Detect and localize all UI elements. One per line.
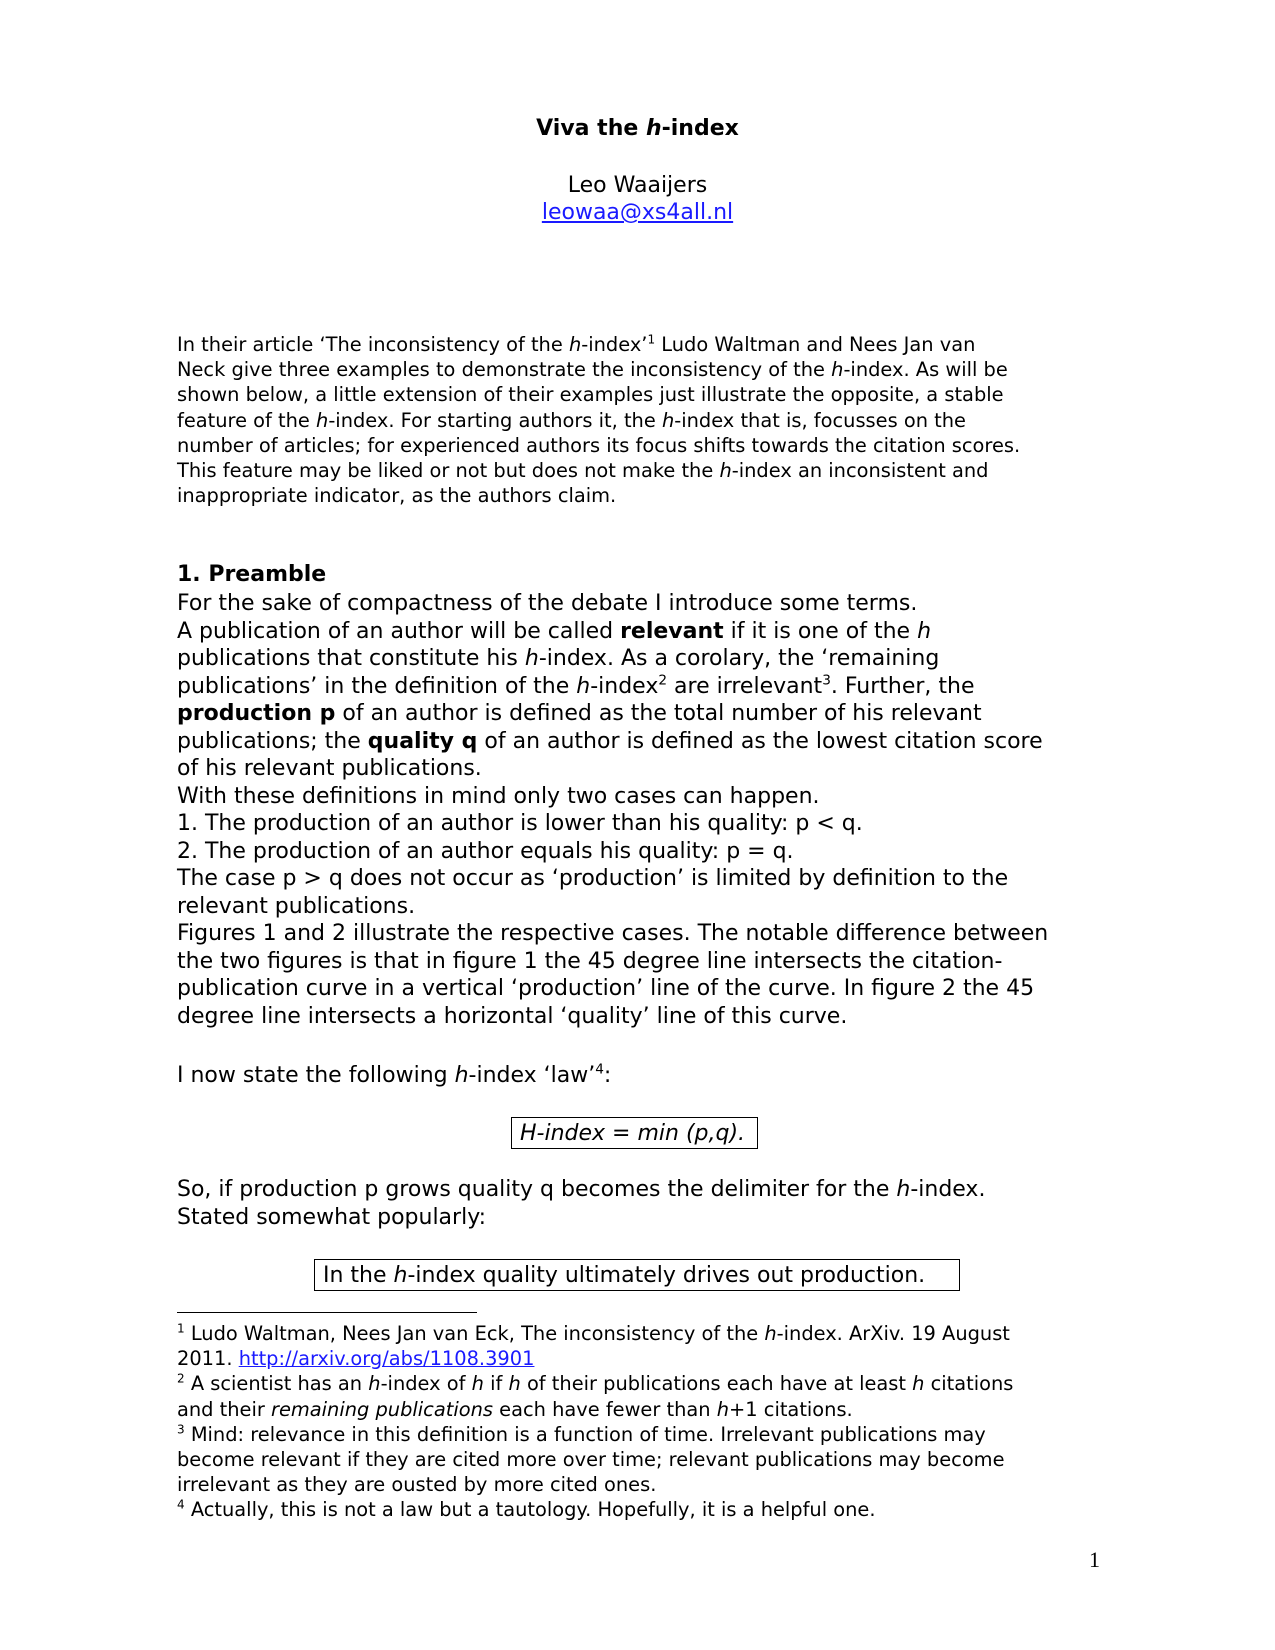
body-line: So, if production p grows quality q becomes the delimiter for the h-index. <box>177 1177 986 1202</box>
body-line: publication curve in a vertical ‘production’ line of the curve. In figure 2 the 45 <box>177 976 1035 1001</box>
title-text: Viva the <box>536 116 646 141</box>
body-line: publications that constitute his h-index. As a corolary, the ‘remaining <box>177 646 940 671</box>
abstract <box>177 332 1097 508</box>
after-law-text <box>177 1176 985 1231</box>
body-line: relevant publications. <box>177 893 416 919</box>
body-line: Stated somewhat popularly: <box>177 1204 487 1230</box>
footnote-ref-2: 2 <box>658 672 668 689</box>
abstract-line: feature of the h-index. For starting authors it, the h-index that is, focusses on the <box>177 408 966 432</box>
footnote-1-cont: 2011. http://arxiv.org/abs/1108.3901 <box>177 1347 535 1371</box>
body-line: publications’ in the definition of the h-index$^2$ are irrelevant$^3$. Further, the <box>177 672 975 699</box>
author-name: Leo Waaijers <box>567 173 708 198</box>
body-line: For the sake of compactness of the debate I introduce some terms. <box>177 591 918 616</box>
abstract-line: shown below, a little extension of their examples just illustrate the opposite, a stable <box>177 383 1004 407</box>
body-line: 2. The production of an author equals his quality: p = q. <box>177 838 794 864</box>
arxiv-link[interactable]: http://arxiv.org/abs/1108.3901 <box>238 1347 535 1371</box>
conclusion-box: In the h-index quality ultimately drives out production. <box>314 1259 960 1291</box>
abstract-line: inappropriate indicator, as the authors claim. <box>177 484 617 508</box>
body-line: production p of an author is defined as the total number of his relevant <box>177 701 982 726</box>
formula-box: H-index = min (p,q). <box>511 1117 758 1149</box>
footnote-divider <box>177 1312 477 1313</box>
law-statement: I now state the following h-index ‘law’$^4$: <box>177 1061 612 1088</box>
body-line: degree line intersects a horizontal ‘quality’ line of this curve. <box>177 1003 848 1029</box>
author-email-line <box>0 200 1275 225</box>
footnote-3-cont: irrelevant as they are ousted by more cited ones. <box>177 1473 657 1497</box>
footnote-3-cont: become relevant if they are cited more over time; relevant publications may become <box>177 1448 1005 1472</box>
section-heading-preamble: 1. Preamble <box>177 562 327 587</box>
abstract-line: number of articles; for experienced authors its focus shifts towards the citation scores. <box>177 433 1021 457</box>
body-line: Figures 1 and 2 illustrate the respective cases. The notable difference between <box>177 921 1049 946</box>
body-line: A publication of an author will be called relevant if it is one of the h <box>177 618 932 644</box>
title-text-suffix: -index <box>661 116 739 141</box>
body-line: 1. The production of an author is lower than his quality: p < q. <box>177 811 863 836</box>
body-line: The case p > q does not occur as ‘production’ is limited by definition to the <box>177 866 1009 891</box>
body-line: publications; the quality q of an author is defined as the lowest citation score <box>177 728 1043 754</box>
title-italic-h: h <box>645 116 662 141</box>
preamble-body <box>177 590 1097 1030</box>
footnote-ref-3: 3 <box>822 672 831 689</box>
body-line: With these definitions in mind only two cases can happen. <box>177 783 820 809</box>
footnote-1: $^1$ Ludo Waltman, Nees Jan van Eck, The inconsistency of the h-index. ArXiv. 19 August <box>177 1321 1010 1345</box>
abstract-line: Neck give three examples to demonstrate the inconsistency of the h-index. As will be <box>177 358 1008 382</box>
paper-title <box>0 116 1275 141</box>
footnotes <box>177 1321 1097 1523</box>
footnote-2: $^2$ A scientist has an h-index of h if h of their publications each have at least h citations <box>177 1371 1014 1396</box>
abstract-line: In their article ‘The inconsistency of the h-index’$^1$ Ludo Waltman and Nees Jan van <box>177 332 976 356</box>
footnote-2-cont: and their remaining publications each have fewer than h+1 citations. <box>177 1397 853 1421</box>
footnote-4: $^4$ Actually, this is not a law but a tautology. Hopefully, it is a helpful one. <box>177 1497 876 1522</box>
footnote-3: $^3$ Mind: relevance in this definition is a function of time. Irrelevant publications may <box>177 1422 986 1446</box>
author-email-link[interactable]: leowaa@xs4all.nl <box>541 200 734 225</box>
footnote-ref-4: 4 <box>595 1061 604 1078</box>
body-line: of his relevant publications. <box>177 756 482 781</box>
body-line: the two figures is that in figure 1 the 45 degree line intersects the citation- <box>177 948 1003 974</box>
abstract-line: This feature may be liked or not but does not make the h-index an inconsistent and <box>177 459 989 483</box>
page-number: 1 <box>1089 1547 1100 1572</box>
footnote-ref-1: 1 <box>647 332 656 347</box>
